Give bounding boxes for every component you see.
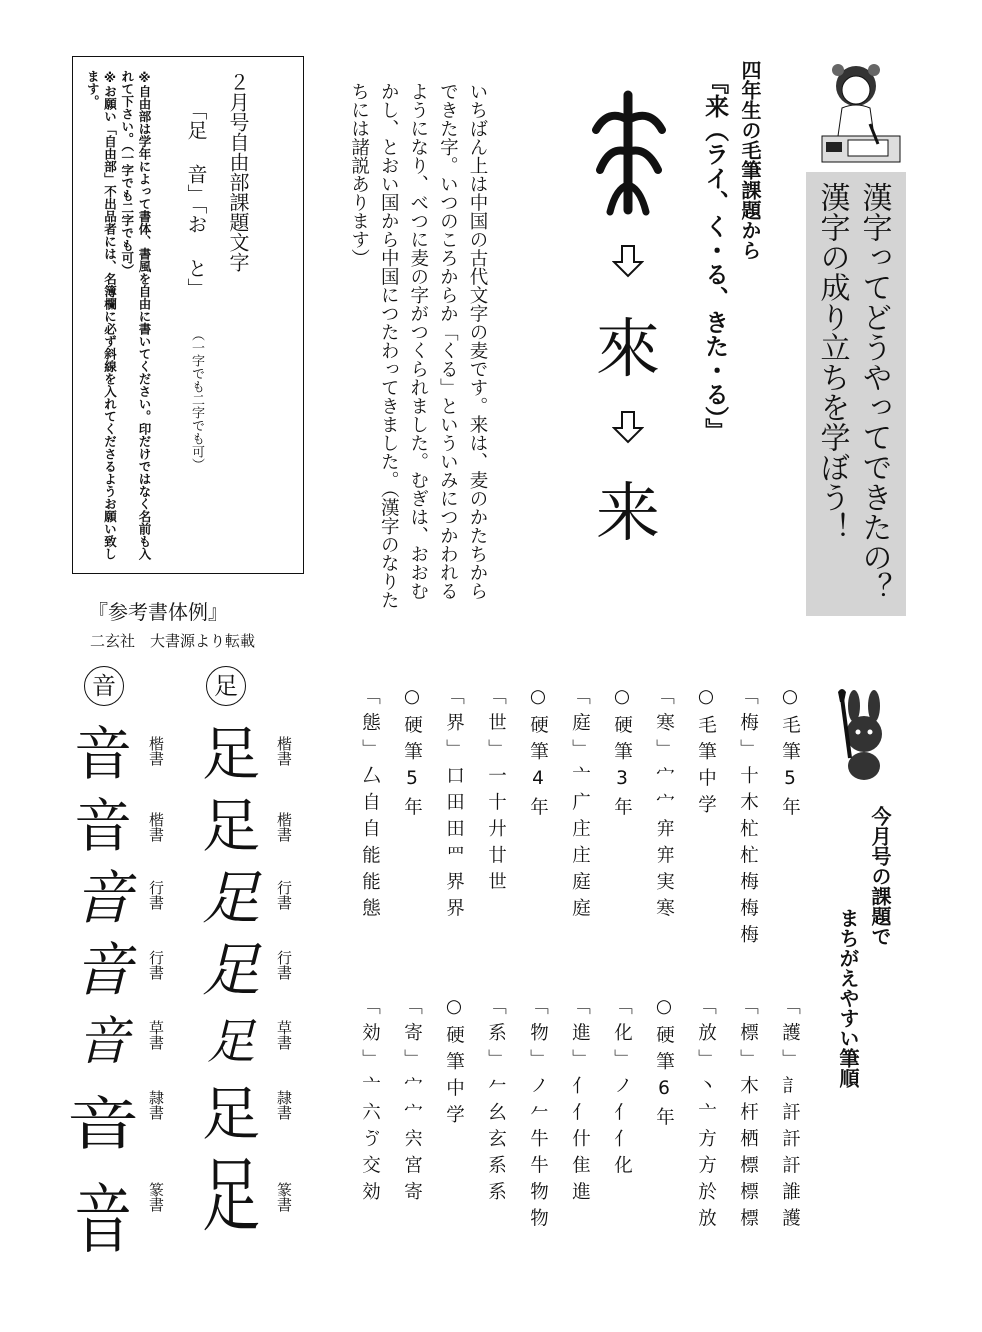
- stroke-order-row: 「態」厶自自能能態: [359, 686, 381, 925]
- style-label: 楷書: [147, 812, 165, 842]
- style-label: 隷書: [275, 1090, 293, 1120]
- stroke-order-row: 「世」一十廾廿世: [485, 686, 507, 898]
- stroke-order-row: 「界」口田田罒界界: [443, 686, 465, 925]
- homework-notes: [84, 70, 153, 560]
- reference-source: 二玄社 大書源より転載: [90, 632, 256, 650]
- sample-glyph: 足: [201, 720, 260, 788]
- style-label: 篆書: [147, 1182, 165, 1212]
- article-subheading: 四年生の毛筆課題から: [738, 60, 762, 260]
- stroke-order-row: 「寄」宀宀宍宮寄: [401, 996, 423, 1208]
- stroke-order-row: ○硬筆3年: [611, 686, 633, 824]
- stroke-order-row: 「放」丶亠方方於放: [695, 996, 717, 1235]
- ancient-wheat-glyph: [588, 90, 668, 220]
- sample-glyph: 音: [73, 720, 132, 788]
- stroke-order-row: 「物」ノ𠂉牛牛物物: [527, 996, 549, 1235]
- style-label: 行書: [275, 950, 293, 980]
- sample-glyph: 足: [201, 864, 260, 932]
- sample-glyph: 音: [76, 1012, 129, 1072]
- stroke-order-row: 「進」亻亻什隹進: [569, 996, 591, 1208]
- homework-characters: 「足 音」「お と」: [184, 100, 208, 298]
- stroke-order-row: 「梅」十木杧杧梅梅梅: [737, 686, 759, 951]
- stroke-order-subheading: まちがえやすい筆順: [836, 908, 860, 1088]
- stroke-order-row: ○硬筆中学: [443, 996, 465, 1131]
- down-arrow-icon: [612, 410, 644, 444]
- homework-title: ２月号自由部課題文字: [226, 72, 250, 272]
- article-lesson-title: 『来（ライ、く・る、きた・る）』: [700, 70, 729, 442]
- stroke-order-row: ○硬筆4年: [527, 686, 549, 824]
- reference-char-ashi: 足: [206, 666, 246, 706]
- stroke-order-row: 「系」𠂉幺玄系系: [485, 996, 507, 1208]
- down-arrow-icon: [612, 244, 644, 278]
- sample-glyph: 足: [201, 1148, 260, 1244]
- style-label: 楷書: [275, 812, 293, 842]
- style-label: 隷書: [147, 1090, 165, 1120]
- sample-glyph: 音: [66, 1090, 140, 1158]
- reference-char-oto: 音: [84, 666, 124, 706]
- header-title-line2: 漢字の成り立ちを学ぼう！: [814, 182, 850, 542]
- style-label: 行書: [275, 880, 293, 910]
- homework-note-2: ※お願い「自由部」不出品者には、名簿欄に必ず斜線を入れてくださるようお願い致します。: [85, 70, 118, 560]
- style-label: 楷書: [147, 736, 165, 766]
- traditional-glyph: 來: [596, 313, 660, 387]
- calligraphy-girl-illustration: [818, 56, 902, 166]
- stroke-order-row: 「標」木杆栖標標標: [737, 996, 759, 1235]
- stroke-order-row: 「護」訁訐訐訐誰護: [779, 996, 801, 1235]
- stroke-order-row: ○硬筆6年: [653, 996, 675, 1134]
- style-label: 行書: [147, 950, 165, 980]
- header-title-line1: 漢字ってどうやってできたの？: [856, 182, 892, 602]
- sample-glyph: 足: [201, 1080, 260, 1148]
- stroke-order-row: 「効」亠六ゔ交効: [359, 996, 381, 1208]
- style-label: 篆書: [275, 1182, 293, 1212]
- sample-glyph: 音: [73, 936, 132, 1004]
- stroke-order-row: 「寒」宀宀宑宑実寒: [653, 686, 675, 925]
- sample-glyph: 足: [201, 792, 260, 860]
- sample-glyph: 足: [206, 1014, 255, 1070]
- style-label: 草書: [147, 1020, 165, 1050]
- header-panel: [806, 172, 906, 616]
- stroke-order-heading: 今月号の課題で: [868, 806, 892, 946]
- sample-glyph: 足: [201, 936, 260, 1004]
- stroke-order-row: 「庭」亠广庄庄庭庭: [569, 686, 591, 925]
- stroke-order-row: ○毛筆中学: [695, 686, 717, 821]
- style-label: 楷書: [275, 736, 293, 766]
- rabbit-with-brush-illustration: [828, 688, 904, 784]
- modern-glyph: 来: [596, 477, 660, 551]
- sample-glyph: 音: [73, 1175, 132, 1265]
- reference-title: 『参考書体例』: [88, 600, 228, 624]
- style-label: 草書: [275, 1020, 293, 1050]
- homework-characters-note: （一字でも二字でも可）: [188, 328, 204, 471]
- stroke-order-row: 「化」ノ亻亻化: [611, 996, 633, 1182]
- style-label: 行書: [147, 880, 165, 910]
- homework-note-1: ※自由部は学年によって書体、書風を自由に書いてください。印だけではなく名前も入れて下さい。（一字でも二字でも可）: [119, 70, 152, 560]
- stroke-order-row: ○硬筆5年: [401, 686, 423, 824]
- sample-glyph: 音: [73, 792, 132, 860]
- article-body: いちばん上は中国の古代文字の麦です。来は、麦のかたちからできた字。いつのころからか「くる」といういみにつかわれるようになり、べつに麦の字がつくられました。むぎは、おおむかし、とおい国から中国につたわってきました。（漢字のなりたちには諸説あります）: [348, 82, 488, 610]
- stroke-order-row: ○毛筆5年: [779, 686, 801, 824]
- sample-glyph: 音: [73, 864, 132, 932]
